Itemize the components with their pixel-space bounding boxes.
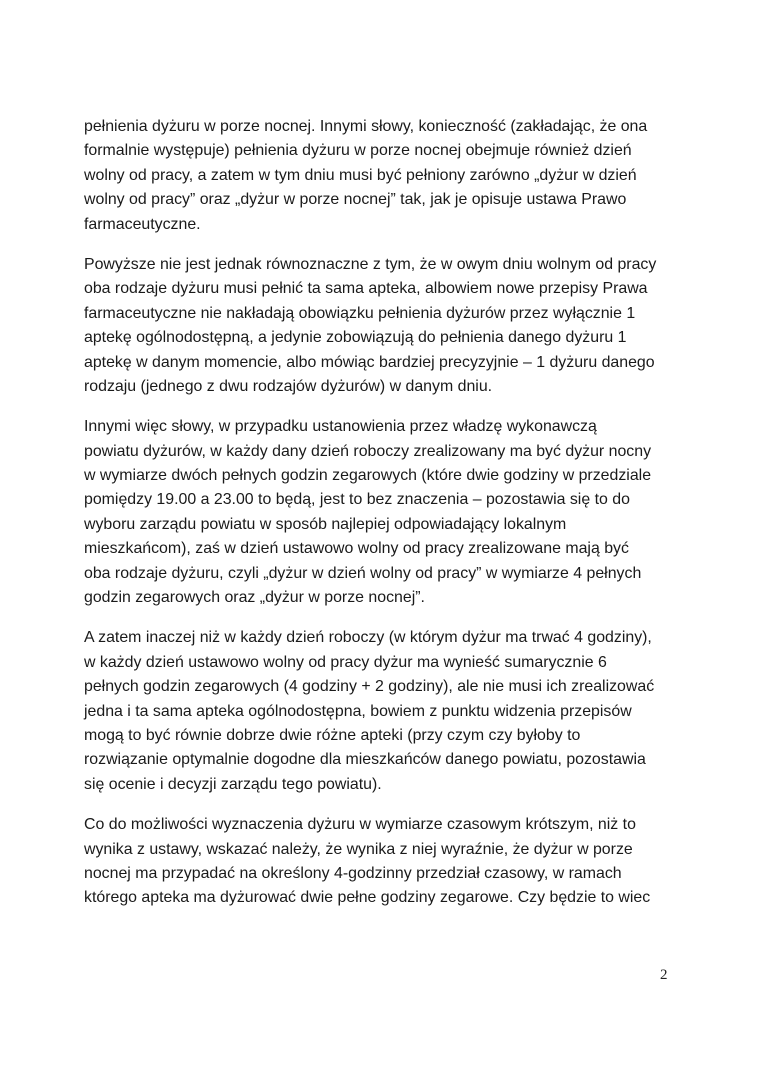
text-line: pełnych godzin zegarowych (4 godziny + 2 godziny), ale nie musi ich zrealizować — [84, 678, 655, 696]
text-line: godzin zegarowych oraz „dyżur w porze nocnej”. — [84, 589, 425, 607]
document-body — [84, 115, 684, 927]
text-line: aptekę w danym momencie, albo mówiąc bardziej precyzyjnie – 1 dyżuru danego — [84, 353, 655, 371]
paragraph — [84, 415, 684, 610]
text-line: A zatem inaczej niż w każdy dzień roboczy (w którym dyżur ma trwać 4 godziny), — [84, 629, 652, 647]
text-line: oba rodzaje dyżuru, czyli „dyżur w dzień wolny od pracy” w wymiarze 4 pełnych — [84, 564, 642, 582]
text-line: mieszkańcom), zaś w dzień ustawowo wolny od pracy zrealizowane mają być — [84, 540, 629, 558]
text-line: oba rodzaje dyżuru musi pełnić ta sama apteka, albowiem nowe przepisy Prawa — [84, 280, 648, 298]
text-line: w wymiarze dwóch pełnych godzin zegarowych (które dwie godziny w przedziale — [84, 467, 652, 485]
text-line: pełnienia dyżuru w porze nocnej. Innymi słowy, konieczność (zakładając, że ona — [84, 118, 648, 135]
page-number: 2 — [660, 967, 668, 983]
text-line: którego apteka ma dyżurować dwie pełne godziny zegarowe. Czy będzie to wiec — [84, 889, 651, 907]
text-line: się ocenie i decyzji zarządu tego powiatu). — [84, 775, 382, 793]
text-line: nocnej ma przypadać na określony 4-godzinny przedział czasowy, w ramach — [84, 864, 622, 882]
text-line: wolny od pracy” oraz „dyżur w porze nocnej” tak, jak je opisuje ustawa Prawo — [84, 191, 627, 209]
text-line: jedna i ta sama apteka ogólnodostępna, bowiem z punktu widzenia przepisów — [84, 702, 632, 720]
text-line: wyboru zarządu powiatu w sposób najlepiej odpowiadający lokalnym — [84, 515, 567, 533]
text-line: formalnie występuje) pełnienia dyżuru w porze nocnej obejmuje również dzień — [84, 142, 632, 160]
text-line: mogą to być równie dobrze dwie różne apteki (przy czym czy byłoby to — [84, 726, 581, 744]
text-line: Co do możliwości wyznaczenia dyżuru w wymiarze czasowym krótszym, niż to — [84, 816, 636, 834]
text-line: rozwiązanie optymalnie dogodne dla mieszkańców danego powiatu, pozostawia — [84, 751, 646, 769]
text-line: wolny od pracy, a zatem w tym dniu musi być pełniony zarówno „dyżur w dzień — [84, 166, 637, 184]
text-line: aptekę ogólnodostępną, a jedynie zobowiązują do pełnienia danego dyżuru 1 — [84, 329, 627, 347]
text-line: w każdy dzień ustawowo wolny od pracy dyżur ma wynieść sumarycznie 6 — [84, 653, 607, 671]
text-line: rodzaju (jednego z dwu rodzajów dyżurów) w danym dniu. — [84, 377, 493, 395]
paragraph — [84, 115, 684, 237]
paragraph — [84, 253, 684, 399]
paragraph — [84, 626, 684, 797]
text-line: powiatu dyżurów, w każdy dany dzień roboczy zrealizowany ma być dyżur nocny — [84, 442, 652, 460]
text-line: Powyższe nie jest jednak równoznaczne z tym, że w owym dniu wolnym od pracy — [84, 255, 657, 273]
text-line: farmaceutyczne nie nakładają obowiązku pełnienia dyżurów przez wyłącznie 1 — [84, 304, 636, 322]
paragraph — [84, 813, 684, 911]
text-line: wynika z ustawy, wskazać należy, że wynika z niej wyraźnie, że dyżur w porze — [84, 840, 633, 858]
text-line: Innymi więc słowy, w przypadku ustanowienia przez władzę wykonawczą — [84, 418, 597, 436]
text-line: pomiędzy 19.00 a 23.00 to będą, jest to bez znaczenia – pozostawia się to do — [84, 491, 630, 509]
text-line: farmaceutyczne. — [84, 215, 201, 233]
